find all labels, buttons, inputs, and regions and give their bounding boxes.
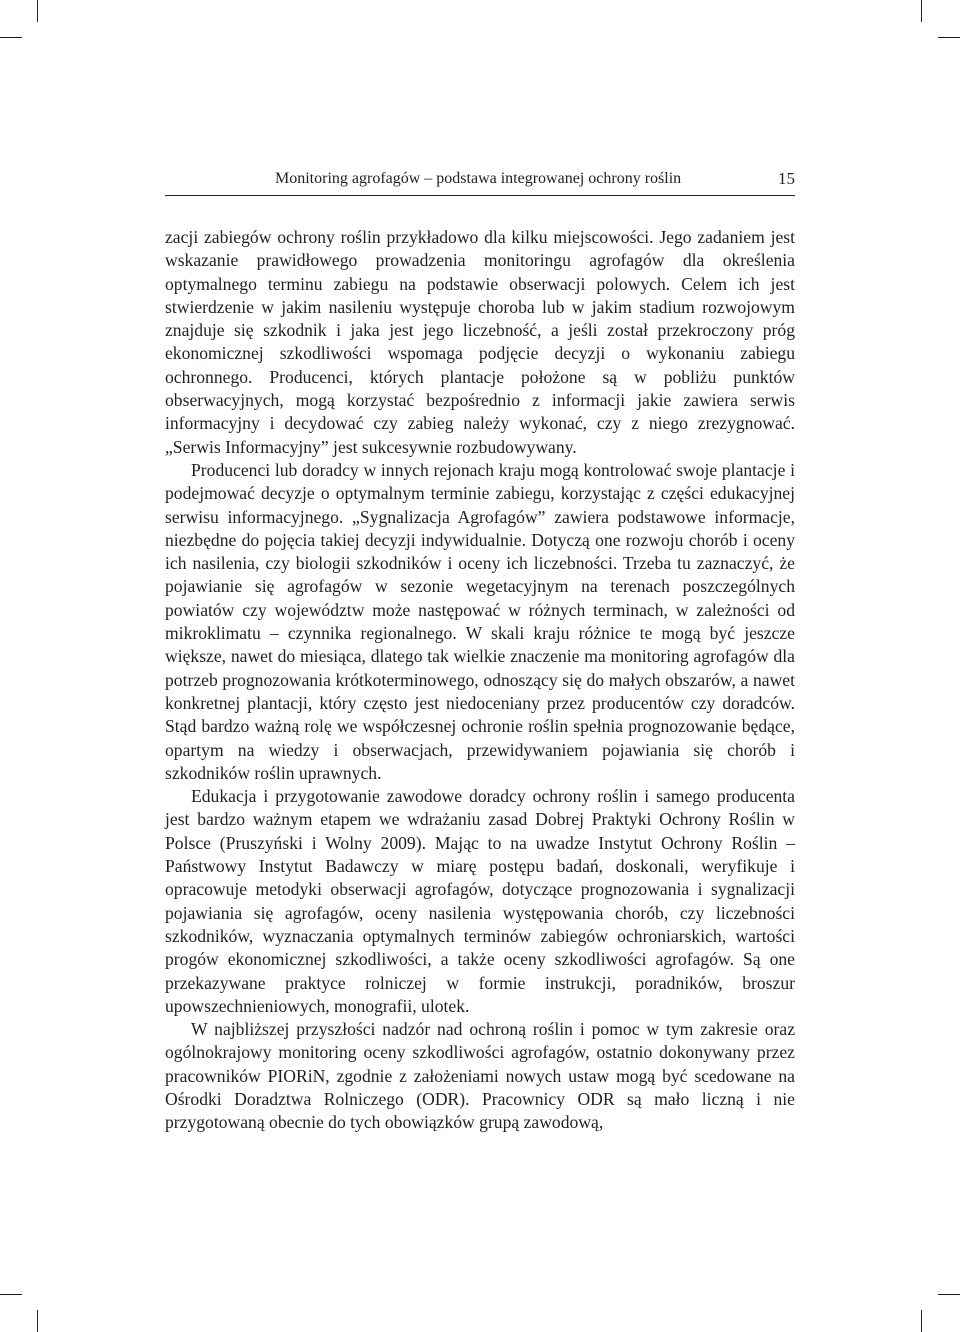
crop-mark — [0, 1294, 22, 1295]
crop-mark — [938, 37, 960, 38]
page-number: 15 — [778, 169, 795, 188]
crop-mark — [938, 1294, 960, 1295]
header-rule — [165, 195, 795, 196]
crop-mark — [0, 37, 22, 38]
body-text — [165, 226, 795, 1135]
crop-mark — [921, 0, 922, 22]
paragraph: zacji zabiegów ochrony roślin przykładowo dla kilku miejscowości. Jego zadaniem jest wskazanie prawidłowego prowadzenia monitoringu agrofagów dla określenia optymalnego terminu zabiegu na podstawie obserwacji polowych. Celem ich jest stwierdzenie w jakim nasileniu występuje choroba lub w jakim stadium rozwojowym znajduje się szkodnik i jaka jest jego liczebność, a jeśli został przekroczony próg ekonomicznej szkodliwości wspomaga podjęcie decyzji o wykonaniu zabiegu ochronnego. Producenci, których plantacje położone są w pobliżu punktów obserwacyjnych, mogą korzystać bezpośrednio z informacji jakie zawiera serwis informacyjny i decydować czy zabieg należy wykonać, czy z niego zrezygnować. „Serwis Informacyjny” jest sukcesywnie rozbudowywany. — [165, 227, 795, 457]
crop-mark — [37, 0, 38, 22]
crop-mark — [37, 1310, 38, 1332]
crop-mark — [921, 1310, 922, 1332]
running-header — [165, 166, 795, 192]
running-header-title: Monitoring agrofagów – podstawa integrowanej ochrony roślin — [275, 170, 682, 187]
paragraph: W najbliższej przyszłości nadzór nad ochroną roślin i pomoc w tym zakresie oraz ogólnokrajowy monitoring oceny szkodliwości agrofagów, ostatnio dokonywany przez pracowników PIORiN, zgodnie z założeniami nowych ustaw mogą być scedowane na Ośrodki Doradztwa Rolniczego (ODR). Pracownicy ODR są mało liczną i nie przygotowaną obecnie do tych obowiązków grupą zawodową, — [165, 1019, 795, 1133]
paragraph: Edukacja i przygotowanie zawodowe doradcy ochrony roślin i samego producenta jest bardzo ważnym etapem we wdrażaniu zasad Dobrej Praktyki Ochrony Roślin w Polsce (Pruszyński i Wolny 2009). Mając to na uwadze Instytut Ochrony Roślin – Państwowy Instytut Badawczy w miarę postępu badań, doskonali, weryfikuje i opracowuje metodyki obserwacji agrofagów, dotyczące prognozowania i sygnalizacji pojawiania się agrofagów, oceny nasilenia występowania chorób, czy liczebności szkodników, wyznaczania optymalnych terminów zabiegów ochroniarskich, wartości progów ekonomicznej szkodliwości, a także oceny szkodliwości agrofagów. Są one przekazywane praktyce rolniczej w formie instrukcji, poradników, broszur upowszechnieniowych, monografii, ulotek. — [165, 786, 795, 1016]
paragraph: Producenci lub doradcy w innych rejonach kraju mogą kontrolować swoje plantacje i podejmować decyzje o optymalnym terminie zabiegu, korzystając z części edukacyjnej serwisu informacyjnego. „Sygnalizacja Agrofagów” zawiera podstawowe informacje, niezbędne do pojęcia takiej decyzji indywidualnie. Dotyczą one rozwoju chorób i oceny ich nasilenia, czy biologii szkodników i oceny ich liczebności. Trzeba tu zaznaczyć, że pojawianie się agrofagów w sezonie wegetacyjnym na terenach poszczególnych powiatów czy województw może następować w różnych terminach, w zależności od mikroklimatu – czynnika regionalnego. W skali kraju różnice te mogą być jeszcze większe, nawet do miesiąca, dlatego tak wielkie znaczenie ma monitoring agrofagów dla potrzeb prognozowania krótkoterminowego, odnoszący się do małych obszarów, a nawet konkretnej plantacji, który często jest niedoceniany przez producentów czy doradców. Stąd bardzo ważną rolę we współczesnej ochronie roślin spełnia prognozowanie będące, opartym na wiedzy i obserwacjach, przewidywaniem pojawiania się chorób i szkodników roślin uprawnych. — [165, 459, 795, 783]
